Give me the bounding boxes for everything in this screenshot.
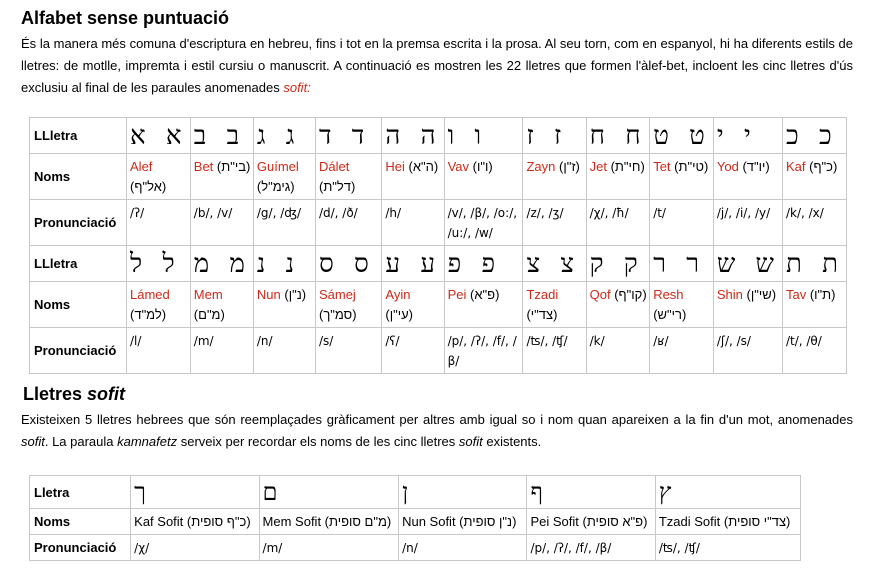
sofit-letter-cell <box>259 476 399 509</box>
letter-hebrew-name: (סמ"ך) <box>318 307 357 322</box>
name-cell <box>444 282 523 328</box>
letter-hebrew-name: (רי"ש) <box>653 307 687 322</box>
name-cell <box>190 282 253 328</box>
pron-cell <box>586 200 650 246</box>
name-cell <box>444 154 523 200</box>
sofit-header-pron: Pronunciació <box>30 535 131 561</box>
letter-hebrew-name: (למ"ד) <box>130 307 167 322</box>
pronunciation: /l/ <box>130 334 142 348</box>
pronunciation: /ʦ/, /ʧ/ <box>526 334 568 348</box>
letter-hebrew-name: (ת"ו) <box>809 287 836 302</box>
letter-hebrew-name: (מ"ם) <box>193 307 225 322</box>
sofit-pronunciation: /p/, /ʔ/, /f/, /β/ <box>530 541 612 555</box>
pron-cell <box>782 200 846 246</box>
name-cell <box>127 282 191 328</box>
header-letter: LLletra <box>30 118 127 154</box>
letter-name-link[interactable]: Tav <box>785 287 807 302</box>
name-cell <box>782 282 846 328</box>
pronunciation: /v/, /β/, /o:/, /u:/, /w/ <box>447 206 518 240</box>
letter-cell <box>523 246 586 282</box>
alphabet-table <box>29 117 847 374</box>
letter-name-link[interactable]: Hei <box>385 159 405 174</box>
letter-cell <box>127 118 191 154</box>
pron-cell <box>713 200 782 246</box>
pron-cell <box>444 328 523 374</box>
name-cell <box>190 154 253 200</box>
sofit-text: existents. <box>482 434 542 449</box>
hebrew-letter: ח ח <box>589 121 647 151</box>
pronunciation: /ʃ/, /s/ <box>716 334 751 348</box>
name-cell <box>650 154 714 200</box>
pron-cell <box>190 328 253 374</box>
pronunciation: /s/ <box>318 334 334 348</box>
sofit-link[interactable]: sofit: <box>283 80 311 95</box>
letter-hebrew-name: (חי"ת) <box>610 159 645 174</box>
sofit-title-plain: Lletres <box>23 384 88 404</box>
sofit-letter: ץ <box>658 478 672 506</box>
pronunciation: /d/, /ð/ <box>318 206 358 220</box>
sofit-header-names: Noms <box>30 509 131 535</box>
letter-cell <box>253 246 315 282</box>
hebrew-letter: ס ס <box>318 249 375 279</box>
section-title-sofit <box>23 384 853 405</box>
names-row-a <box>30 154 847 200</box>
pron-cell <box>382 328 444 374</box>
hebrew-letter: כ כ <box>785 121 838 151</box>
name-cell <box>253 282 315 328</box>
pronunciation: /k/ <box>589 334 605 348</box>
pron-cell <box>523 200 586 246</box>
hebrew-letter: ה ה <box>385 121 442 151</box>
pronunciation: /t/ <box>653 206 666 220</box>
letter-name-link[interactable]: Kaf <box>785 159 806 174</box>
pron-cell <box>127 328 191 374</box>
sofit-header-letter: Lletra <box>30 476 131 509</box>
sofit-pronunciation: /χ/ <box>134 541 150 555</box>
letter-cell <box>127 246 191 282</box>
letter-cell <box>713 246 782 282</box>
letter-name-link[interactable]: Resh <box>653 287 684 302</box>
name-cell <box>315 154 381 200</box>
pron-cell <box>127 200 191 246</box>
pron-cell <box>315 328 381 374</box>
pronunciation: /χ/, /ħ/ <box>589 206 629 220</box>
pronunciation: /p/, /ʔ/, /f/, /β/ <box>447 334 517 368</box>
header-letter: LLletra <box>30 246 127 282</box>
sofit-row-names <box>30 509 801 535</box>
sofit-name: Nun Sofit (נ"ן סופית) <box>402 514 517 529</box>
pron-cell <box>586 328 650 374</box>
sofit-letter: ך <box>134 478 146 506</box>
letter-hebrew-name: (יו"ד) <box>742 159 770 174</box>
name-cell <box>382 154 444 200</box>
letter-cell <box>190 118 253 154</box>
letter-cell <box>650 246 714 282</box>
hebrew-letter: ק ק <box>589 249 644 279</box>
letter-hebrew-name: (אל"ף) <box>130 179 167 194</box>
sofit-text: serveix per recordar els noms de les cinc lletres <box>177 434 459 449</box>
names-row-b <box>30 282 847 328</box>
letter-hebrew-name: (שי"ן) <box>746 287 777 302</box>
sofit-letter-cell <box>399 476 527 509</box>
hebrew-letter: מ מ <box>193 249 251 279</box>
hebrew-letter: ש ש <box>716 249 780 279</box>
pron-cell <box>190 200 253 246</box>
letter-name-link[interactable]: Zayn <box>526 159 556 174</box>
name-cell <box>782 154 846 200</box>
pronunciation: /n/ <box>256 334 273 348</box>
hebrew-letter: ע ע <box>385 249 442 279</box>
pron-cell <box>650 328 714 374</box>
sofit-name: Tzadi Sofit (צד"י סופית) <box>658 514 791 529</box>
letter-hebrew-name: (קו"ף) <box>614 287 647 302</box>
letter-cell <box>586 118 650 154</box>
sofit-pron-cell <box>399 535 527 561</box>
letter-name-link[interactable]: Yod <box>716 159 739 174</box>
letter-hebrew-name: (ה"א) <box>408 159 439 174</box>
letter-hebrew-name: (ז"ן) <box>558 159 580 174</box>
pronunciation: /m/ <box>193 334 214 348</box>
name-cell <box>523 154 586 200</box>
italic-term: sofit <box>21 434 45 449</box>
letter-hebrew-name: (בי"ת) <box>216 159 251 174</box>
name-cell <box>586 282 650 328</box>
sofit-letter: ם <box>262 478 278 506</box>
letter-name-link[interactable]: Alef <box>130 159 153 174</box>
letter-cell <box>444 246 523 282</box>
sofit-letter-cell <box>131 476 259 509</box>
letter-cell <box>782 246 846 282</box>
header-names: Noms <box>30 282 127 328</box>
hebrew-letter: ו ו <box>447 121 488 151</box>
name-cell <box>713 282 782 328</box>
letter-name-link[interactable]: Tzadi <box>526 287 559 302</box>
letter-cell <box>382 118 444 154</box>
letter-name-link[interactable]: Vav <box>447 159 470 174</box>
sofit-names-cell <box>527 509 655 535</box>
letter-cell <box>444 118 523 154</box>
sofit-pron-cell <box>259 535 399 561</box>
sofit-pron-cell <box>527 535 655 561</box>
pronunciation: /b/, /v/ <box>193 206 233 220</box>
letter-hebrew-name: (ו"ו) <box>472 159 493 174</box>
sofit-letter: ף <box>530 478 543 506</box>
sofit-names-cell <box>655 509 800 535</box>
hebrew-letter: י י <box>716 121 757 151</box>
header-names: Noms <box>30 154 127 200</box>
name-cell <box>523 282 586 328</box>
letter-hebrew-name: (נ"ן) <box>284 287 307 302</box>
sofit-row-pron <box>30 535 801 561</box>
hebrew-letter: ט ט <box>653 121 711 151</box>
sofit-name: Pei Sofit (פ"א סופית) <box>530 514 648 529</box>
intro-paragraph <box>21 33 853 99</box>
sofit-pron-cell <box>131 535 259 561</box>
hebrew-letter: א א <box>130 121 188 151</box>
name-cell <box>253 154 315 200</box>
letter-row-a <box>30 118 847 154</box>
letter-cell <box>586 246 650 282</box>
pron-cell <box>713 328 782 374</box>
name-cell <box>713 154 782 200</box>
pron-cell <box>253 328 315 374</box>
pron-cell <box>782 328 846 374</box>
hebrew-letter: ב ב <box>193 121 246 151</box>
sofit-names-cell <box>259 509 399 535</box>
sofit-pronunciation: /ʦ/, /ʧ/ <box>658 541 700 555</box>
pronunciation: /z/, /ʒ/ <box>526 206 564 220</box>
sofit-pron-cell <box>655 535 800 561</box>
letter-name-link[interactable]: Lámed <box>130 287 170 302</box>
sofit-pronunciation: /m/ <box>262 541 283 555</box>
pronunciation: /t/, /θ/ <box>785 334 822 348</box>
sofit-letter: ן <box>402 478 409 506</box>
sofit-title-italic: sofit <box>87 384 126 404</box>
letter-name-link[interactable]: Sámej <box>318 287 356 302</box>
header-pron: Pronunciació <box>30 328 127 374</box>
pronunciation: /h/ <box>385 206 402 220</box>
letter-cell <box>650 118 714 154</box>
hebrew-letter: פ פ <box>447 249 502 279</box>
pronunciation: /g/, /ʤ/ <box>256 206 301 220</box>
name-cell <box>127 154 191 200</box>
letter-hebrew-name: (פ"א) <box>470 287 500 302</box>
sofit-paragraph <box>21 409 853 453</box>
pronunciation: /ʕ/ <box>385 334 400 348</box>
letter-name-link[interactable]: Tet <box>653 159 671 174</box>
hebrew-letter: ת ת <box>785 249 844 279</box>
hebrew-letter: צ צ <box>526 249 580 279</box>
hebrew-letter: ר ר <box>653 249 705 279</box>
letter-name-link[interactable]: Jet <box>589 159 607 174</box>
sofit-text: Existeixen 5 lletres hebrees que són reemplaçades gràficament per altres amb igual so i nom quan apareixen a la fin d'un mot, anomenades <box>21 412 853 427</box>
hebrew-letter: ג ג <box>256 121 301 151</box>
letter-cell <box>523 118 586 154</box>
pron-cell <box>650 200 714 246</box>
letter-cell <box>253 118 315 154</box>
section-title-alfabet: Alfabet sense puntuació <box>21 8 230 28</box>
letter-name-link[interactable]: Guímel <box>256 159 299 174</box>
hebrew-letter: ד ד <box>318 121 371 151</box>
name-cell <box>650 282 714 328</box>
letter-cell <box>315 246 381 282</box>
pronunciation: /j/, /i/, /y/ <box>716 206 771 220</box>
letter-hebrew-name: (צד"י) <box>526 307 558 322</box>
letter-hebrew-name: (כ"ף) <box>809 159 838 174</box>
letter-hebrew-name: (גימ"ל) <box>256 179 295 194</box>
letter-name-link[interactable]: Shin <box>716 287 743 302</box>
hebrew-letter: ז ז <box>526 121 568 151</box>
letter-row-b <box>30 246 847 282</box>
letter-cell <box>315 118 381 154</box>
sofit-names-cell <box>399 509 527 535</box>
letter-name-link[interactable]: Pei <box>447 287 467 302</box>
name-cell <box>315 282 381 328</box>
header-pron: Pronunciació <box>30 200 127 246</box>
article <box>21 0 853 561</box>
pron-cell <box>315 200 381 246</box>
sofit-names-cell <box>131 509 259 535</box>
letter-cell <box>782 118 846 154</box>
sofit-letter-cell <box>655 476 800 509</box>
letter-cell <box>713 118 782 154</box>
hebrew-letter: נ נ <box>256 249 301 279</box>
letter-name-link[interactable]: Dálet <box>318 159 350 174</box>
pron-row-a <box>30 200 847 246</box>
letter-name-link[interactable]: Mem <box>193 287 223 302</box>
letter-name-link[interactable]: Nun <box>256 287 281 302</box>
pron-row-b <box>30 328 847 374</box>
sofit-table <box>29 475 801 561</box>
pronunciation: /ʁ/ <box>653 334 669 348</box>
sofit-pronunciation: /n/ <box>402 541 418 555</box>
pronunciation: /k/, /x/ <box>785 206 824 220</box>
sofit-text: . La paraula <box>44 434 118 449</box>
pron-cell <box>253 200 315 246</box>
pron-cell <box>444 200 523 246</box>
pron-cell <box>523 328 586 374</box>
letter-cell <box>382 246 444 282</box>
letter-hebrew-name: (עי"ן) <box>385 307 414 322</box>
sofit-letter-cell <box>527 476 655 509</box>
letter-cell <box>190 246 253 282</box>
letter-name-link[interactable]: Bet <box>193 159 214 174</box>
hebrew-letter: ל ל <box>130 249 181 279</box>
pron-cell <box>382 200 444 246</box>
sofit-name: Kaf Sofit (כ"ף סופית) <box>134 514 251 529</box>
letter-name-link[interactable]: Ayin <box>385 287 411 302</box>
pronunciation: /ʔ/ <box>130 206 145 220</box>
sofit-row-letter <box>30 476 801 509</box>
sofit-name: Mem Sofit (מ"ם סופית) <box>262 514 392 529</box>
name-cell <box>382 282 444 328</box>
name-cell <box>586 154 650 200</box>
italic-term: sofit <box>458 434 483 449</box>
intro-text: És la manera més comuna d'escriptura en hebreu, fins i tot en la premsa escrita i la prosa. Al seu torn, com en espanyol, hi ha diferents estils de lletres: de motlle, impremta i estil cursiu o manuscrit. A continuació es mostren les 22 lletres que formen l'àlef-bet, incloent les cinc lletres d'ús exclusiu al final de les paraules anomenades <box>21 36 853 95</box>
letter-name-link[interactable]: Qof <box>589 287 611 302</box>
italic-term: kamnafetz <box>117 434 178 449</box>
letter-hebrew-name: (דל"ת) <box>318 179 356 194</box>
letter-hebrew-name: (טי"ת) <box>674 159 709 174</box>
